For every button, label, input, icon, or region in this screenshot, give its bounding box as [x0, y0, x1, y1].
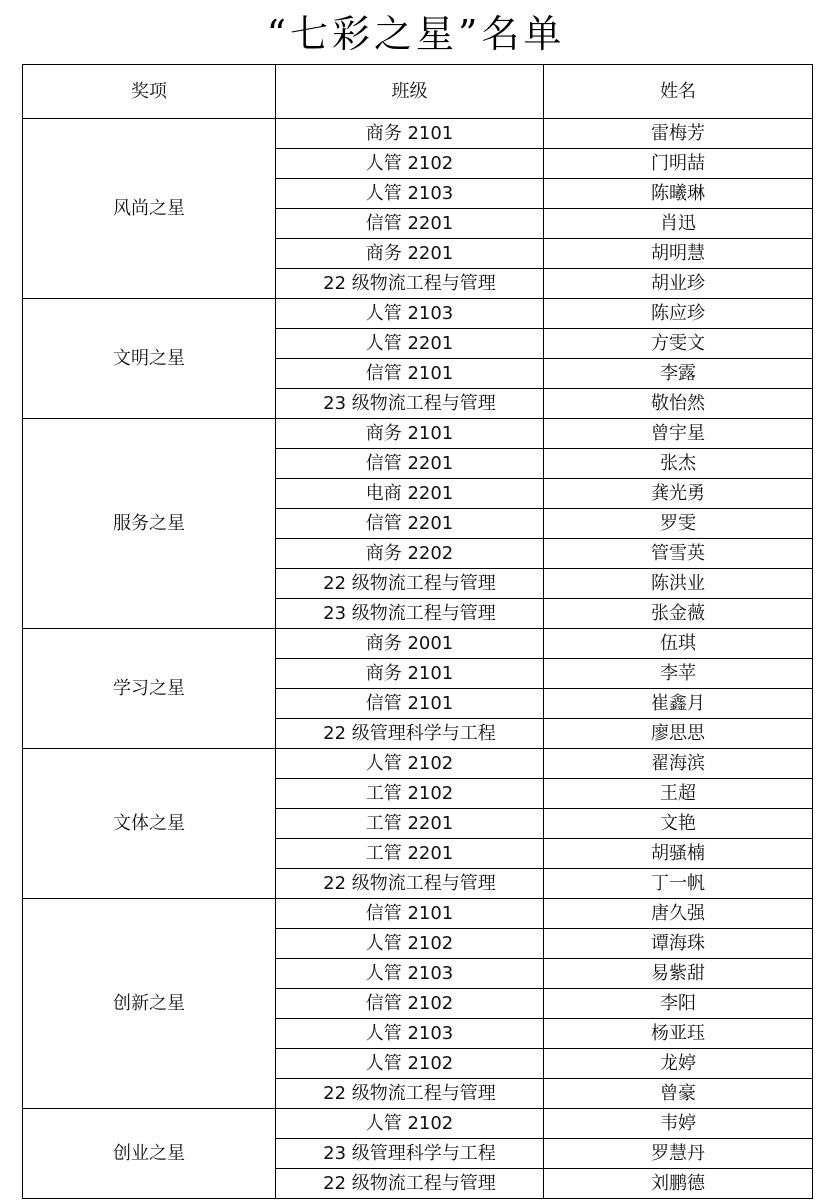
class-cell: 人管 2102: [276, 1049, 544, 1079]
award-cell: 风尚之星: [23, 119, 276, 299]
table-row: [23, 119, 813, 149]
student-name-cell: 龚光勇: [544, 479, 813, 509]
student-name-cell: 张金薇: [544, 599, 813, 629]
student-name-cell: 胡骚楠: [544, 839, 813, 869]
class-cell: 22 级物流工程与管理: [276, 1079, 544, 1109]
student-name-cell: 伍琪: [544, 629, 813, 659]
table-row: [23, 419, 813, 449]
class-cell: 电商 2201: [276, 479, 544, 509]
award-cell: 文体之星: [23, 749, 276, 899]
student-name-cell: 翟海滨: [544, 749, 813, 779]
class-cell: 信管 2201: [276, 509, 544, 539]
table-row: [23, 299, 813, 329]
student-name-cell: 李阳: [544, 989, 813, 1019]
award-cell: 文明之星: [23, 299, 276, 419]
student-name-cell: 胡业珍: [544, 269, 813, 299]
class-cell: 22 级物流工程与管理: [276, 869, 544, 899]
student-name-cell: 崔鑫月: [544, 689, 813, 719]
student-name-cell: 管雪英: [544, 539, 813, 569]
student-name-cell: 陈洪业: [544, 569, 813, 599]
header-row: [23, 65, 813, 119]
student-name-cell: 廖思思: [544, 719, 813, 749]
student-name-cell: 易紫甜: [544, 959, 813, 989]
table-row: [23, 749, 813, 779]
award-cell: 创业之星: [23, 1109, 276, 1199]
student-name-cell: 雷梅芳: [544, 119, 813, 149]
award-roster-table: [22, 64, 813, 1199]
class-cell: 信管 2101: [276, 899, 544, 929]
class-cell: 商务 2101: [276, 419, 544, 449]
class-cell: 商务 2202: [276, 539, 544, 569]
class-cell: 人管 2103: [276, 959, 544, 989]
class-cell: 信管 2201: [276, 449, 544, 479]
student-name-cell: 刘鹏德: [544, 1169, 813, 1199]
class-cell: 人管 2102: [276, 749, 544, 779]
class-cell: 信管 2101: [276, 689, 544, 719]
class-cell: 人管 2102: [276, 1109, 544, 1139]
student-name-cell: 丁一帆: [544, 869, 813, 899]
student-name-cell: 罗慧丹: [544, 1139, 813, 1169]
class-cell: 人管 2103: [276, 299, 544, 329]
student-name-cell: 文艳: [544, 809, 813, 839]
header-name: 姓名: [544, 65, 813, 119]
student-name-cell: 李苹: [544, 659, 813, 689]
student-name-cell: 罗雯: [544, 509, 813, 539]
student-name-cell: 胡明慧: [544, 239, 813, 269]
class-cell: 信管 2101: [276, 359, 544, 389]
class-cell: 工管 2102: [276, 779, 544, 809]
student-name-cell: 陈应珍: [544, 299, 813, 329]
header-class: 班级: [276, 65, 544, 119]
student-name-cell: 方雯文: [544, 329, 813, 359]
class-cell: 商务 2101: [276, 119, 544, 149]
roster-body: [23, 119, 813, 1199]
student-name-cell: 王超: [544, 779, 813, 809]
class-cell: 人管 2103: [276, 1019, 544, 1049]
student-name-cell: 门明喆: [544, 149, 813, 179]
class-cell: 商务 2201: [276, 239, 544, 269]
header-award: 奖项: [23, 65, 276, 119]
class-cell: 信管 2201: [276, 209, 544, 239]
table-row: [23, 1109, 813, 1139]
student-name-cell: 曾宇星: [544, 419, 813, 449]
page-title: “七彩之星”名单: [266, 12, 566, 56]
student-name-cell: 张杰: [544, 449, 813, 479]
class-cell: 工管 2201: [276, 839, 544, 869]
class-cell: 人管 2201: [276, 329, 544, 359]
class-cell: 22 级物流工程与管理: [276, 269, 544, 299]
award-cell: 服务之星: [23, 419, 276, 629]
table-row: [23, 899, 813, 929]
class-cell: 人管 2102: [276, 929, 544, 959]
class-cell: 人管 2103: [276, 179, 544, 209]
class-cell: 商务 2001: [276, 629, 544, 659]
class-cell: 商务 2101: [276, 659, 544, 689]
class-cell: 22 级管理科学与工程: [276, 719, 544, 749]
class-cell: 22 级物流工程与管理: [276, 1169, 544, 1199]
student-name-cell: 陈曦琳: [544, 179, 813, 209]
class-cell: 23 级物流工程与管理: [276, 599, 544, 629]
student-name-cell: 韦婷: [544, 1109, 813, 1139]
student-name-cell: 唐久强: [544, 899, 813, 929]
class-cell: 22 级物流工程与管理: [276, 569, 544, 599]
award-cell: 创新之星: [23, 899, 276, 1109]
student-name-cell: 龙婷: [544, 1049, 813, 1079]
student-name-cell: 肖迅: [544, 209, 813, 239]
student-name-cell: 李露: [544, 359, 813, 389]
class-cell: 工管 2201: [276, 809, 544, 839]
student-name-cell: 曾豪: [544, 1079, 813, 1109]
class-cell: 信管 2102: [276, 989, 544, 1019]
student-name-cell: 谭海珠: [544, 929, 813, 959]
table-row: [23, 629, 813, 659]
student-name-cell: 杨亚珏: [544, 1019, 813, 1049]
class-cell: 23 级管理科学与工程: [276, 1139, 544, 1169]
award-cell: 学习之星: [23, 629, 276, 749]
class-cell: 人管 2102: [276, 149, 544, 179]
student-name-cell: 敬怡然: [544, 389, 813, 419]
class-cell: 23 级物流工程与管理: [276, 389, 544, 419]
